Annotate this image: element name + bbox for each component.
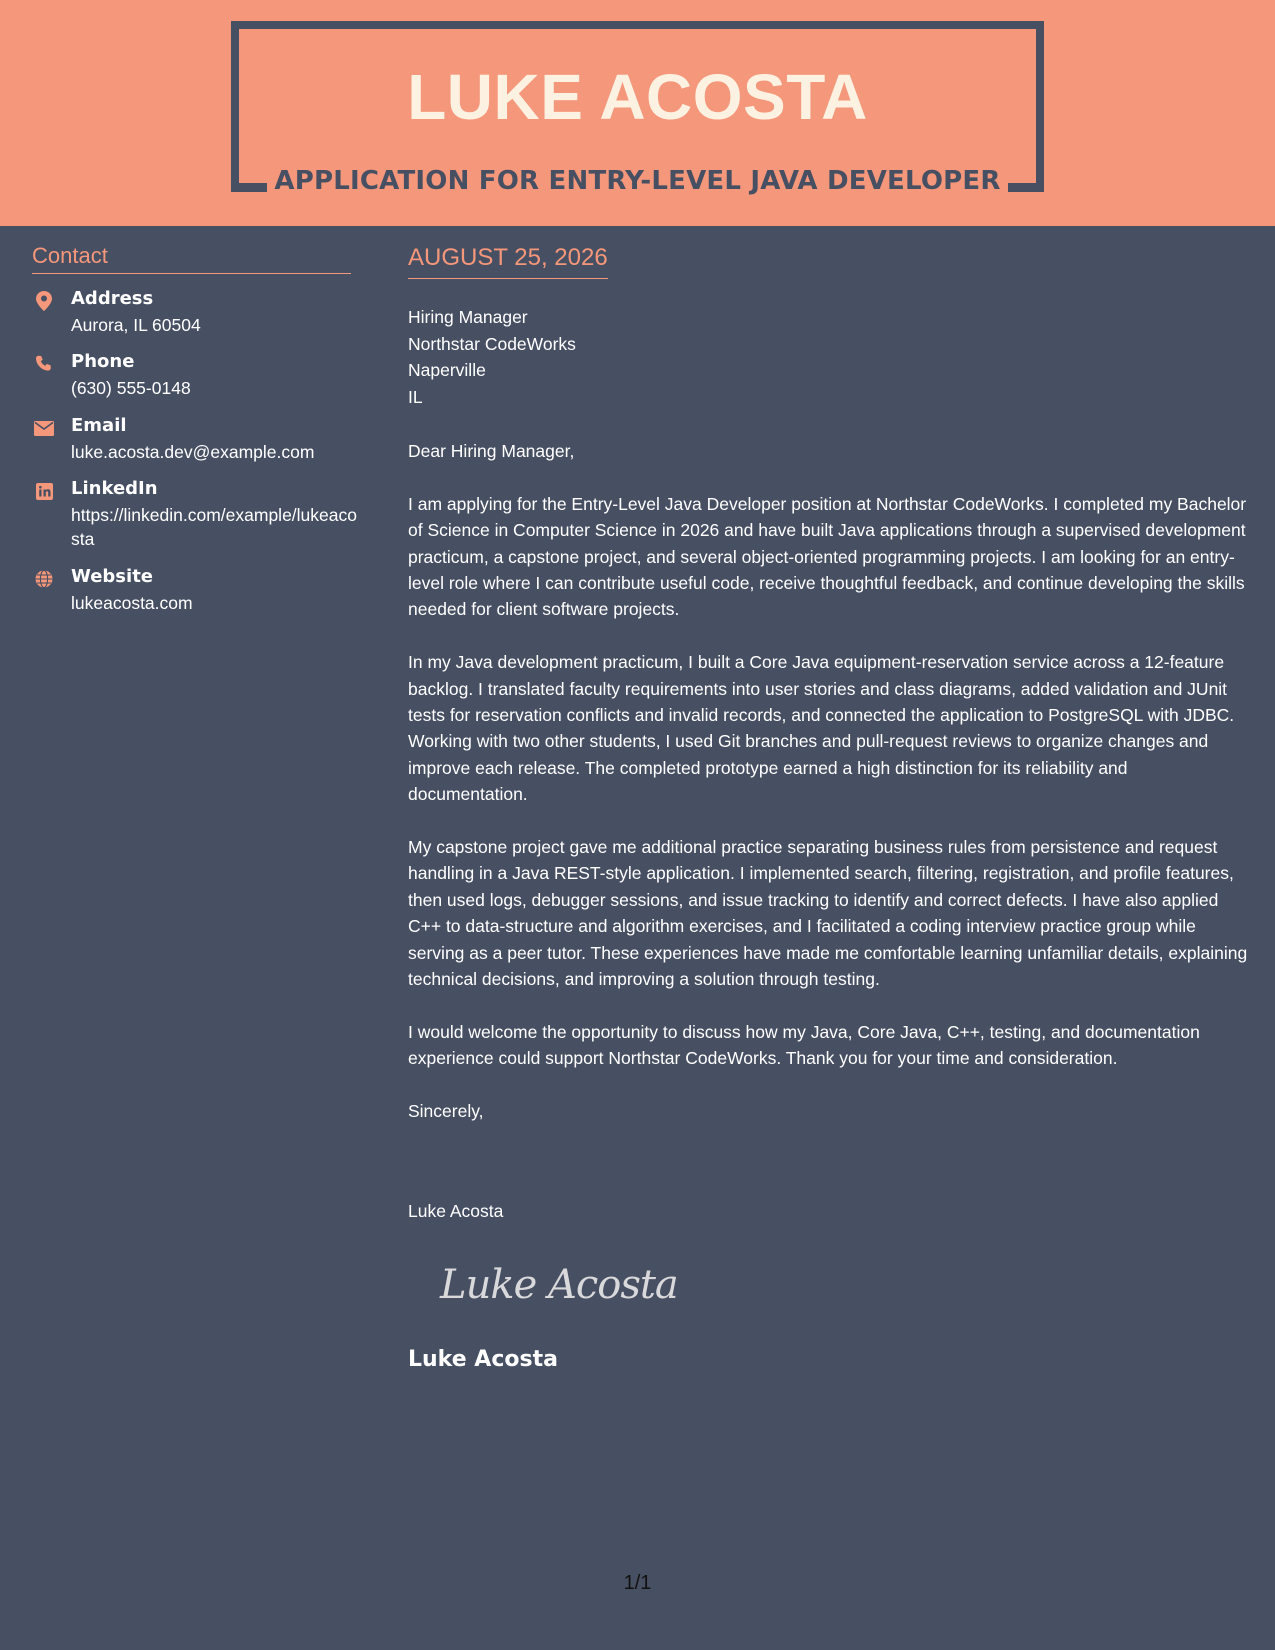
contact-item-linkedin — [32, 478, 362, 552]
signoff-name: Luke Acosta — [408, 1201, 504, 1221]
linkedin-icon — [32, 481, 56, 501]
header-banner — [0, 0, 1275, 226]
letter-paragraph: I am applying for the Entry-Level Java Developer position at Northstar CodeWorks. I completed my Bachelor of Science in Computer Science in 2026 and have built Java applications through a supervised development practicum, a capstone project, and several object-oriented programming projects. I am looking for an entry-level role where I can contribute useful code, receive thoughtful feedback, and continue developing the skills needed for client software projects. — [408, 493, 1247, 620]
contact-value: Aurora, IL 60504 — [71, 315, 201, 335]
contact-label: Address — [71, 288, 154, 309]
contact-item-website — [32, 566, 362, 616]
contact-label: Phone — [71, 351, 135, 372]
contact-label: Email — [71, 415, 127, 436]
contact-item-email — [32, 415, 362, 465]
envelope-icon — [32, 418, 56, 438]
recipient-line: Hiring Manager — [408, 307, 528, 327]
contact-label: LinkedIn — [71, 478, 158, 499]
printed-name: Luke Acosta — [408, 1347, 558, 1372]
page-number: 1/1 — [623, 1572, 652, 1594]
contact-heading: Contact — [32, 243, 351, 274]
recipient-line: Naperville — [408, 360, 486, 380]
letter-paragraph: I would welcome the opportunity to discuss how my Java, Core Java, C++, testing, and documentation experience could support Northstar CodeWorks. Thank you for your time and consideration. — [408, 1021, 1200, 1069]
letter-paragraph: My capstone project gave me additional practice separating business rules from persistence and request handling in a Java REST-style application. I implemented search, filtering, registration, and profile features, then used logs, debugger sessions, and issue tracking to identify and correct defects. I have also applied C++ to data-structure and algorithm exercises, and I facilitated a coding interview practice group while serving as a peer tutor. These experiences have made me comfortable learning unfamiliar details, explaining technical decisions, and improving a solution through testing. — [408, 837, 1248, 990]
contact-value: (630) 555-0148 — [71, 378, 191, 398]
contact-value: lukeacosta.com — [71, 593, 193, 613]
recipient-line: IL — [408, 386, 423, 407]
letter-date: AUGUST 25, 2026 — [408, 244, 608, 279]
phone-icon — [32, 354, 56, 374]
closing: Sincerely, — [408, 1101, 484, 1122]
contact-item-address — [32, 288, 362, 338]
letter-body — [408, 438, 1250, 1151]
map-pin-icon — [32, 291, 56, 311]
contact-value: luke.acosta.dev@example.com — [71, 442, 315, 462]
contact-value: https://linkedin.com/example/lukeacosta — [71, 505, 357, 549]
letter-paragraph: In my Java development practicum, I built a Core Java equipment-reservation service across a 12-feature backlog. I translated faculty requirements into user stories and class diagrams, added validation and JUnit tests for reservation conflicts and invalid records, and connected the application to PostgreSQL with JDBC. Working with two other students, I used Git branches and pull-request reviews to organize changes and improve each release. The completed prototype earned a high distinction for its reliability and documentation. — [408, 652, 1235, 805]
globe-icon — [32, 569, 56, 589]
recipient-line: Northstar CodeWorks — [408, 333, 576, 354]
applicant-name: LUKE ACOSTA — [407, 61, 868, 133]
greeting: Dear Hiring Manager, — [408, 441, 575, 461]
contact-label: Website — [71, 566, 154, 587]
recipient-block — [408, 304, 576, 410]
handwritten-signature: Luke Acosta — [440, 1262, 678, 1308]
contact-item-phone — [32, 351, 362, 401]
application-title: APPLICATION FOR ENTRY-LEVEL JAVA DEVELOPER — [274, 166, 1001, 196]
